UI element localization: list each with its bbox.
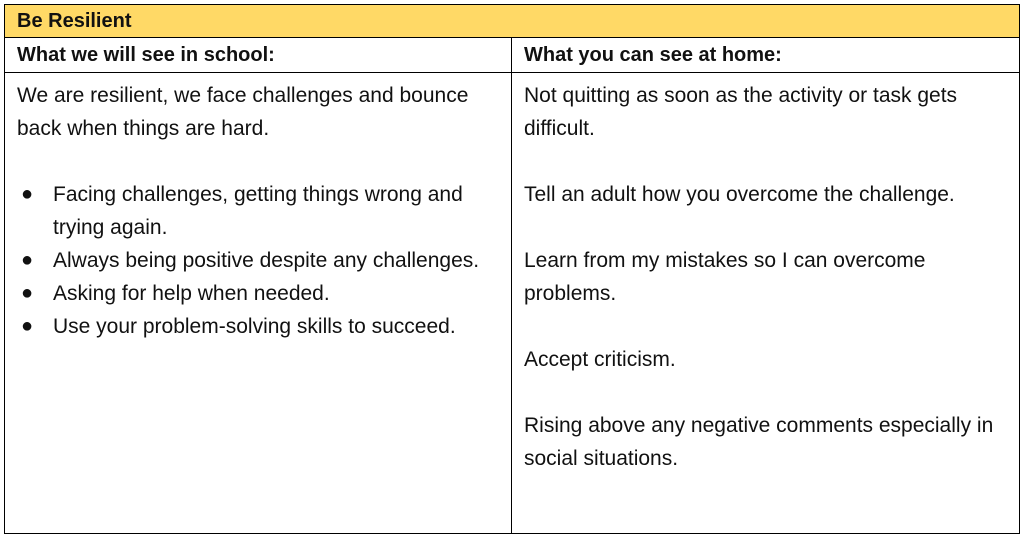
spacer [524,376,1007,409]
header-row [5,38,1019,73]
list-item [17,277,499,310]
school-bullet-list [17,178,499,343]
spacer [524,145,1007,178]
header-school: What we will see in school: [5,38,512,72]
home-item: Learn from my mistakes so I can overcome problems. [524,249,926,305]
spacer [524,211,1007,244]
list-item-text: Use your problem-solving skills to succeed. [53,315,456,338]
bullet-icon: ● [21,315,34,337]
list-item [17,178,499,244]
list-item-text: Facing challenges, getting things wrong and trying again. [53,183,463,239]
home-item: Tell an adult how you overcome the challenge. [524,183,955,206]
school-cell [5,73,512,533]
list-item-text: Always being positive despite any challenges. [53,249,480,272]
list-item-text: Asking for help when needed. [53,282,330,305]
home-item: Not quitting as soon as the activity or task gets difficult. [524,84,958,140]
bullet-icon: ● [21,282,34,304]
school-intro: We are resilient, we face challenges and bounce back when things are hard. [17,84,469,140]
list-item [17,310,499,343]
table-title [5,5,1019,38]
home-item: Rising above any negative comments especially in social situations. [524,414,994,470]
list-item [17,244,499,277]
home-cell [512,73,1019,533]
spacer [17,145,499,178]
header-home: What you can see at home: [524,43,782,66]
bullet-icon: ● [21,249,34,271]
body-row [5,73,1019,533]
home-item: Accept criticism. [524,348,676,371]
table-title-text: Be Resilient [17,9,132,32]
bullet-icon: ● [21,183,34,205]
spacer [524,310,1007,343]
resilience-table [4,4,1020,534]
